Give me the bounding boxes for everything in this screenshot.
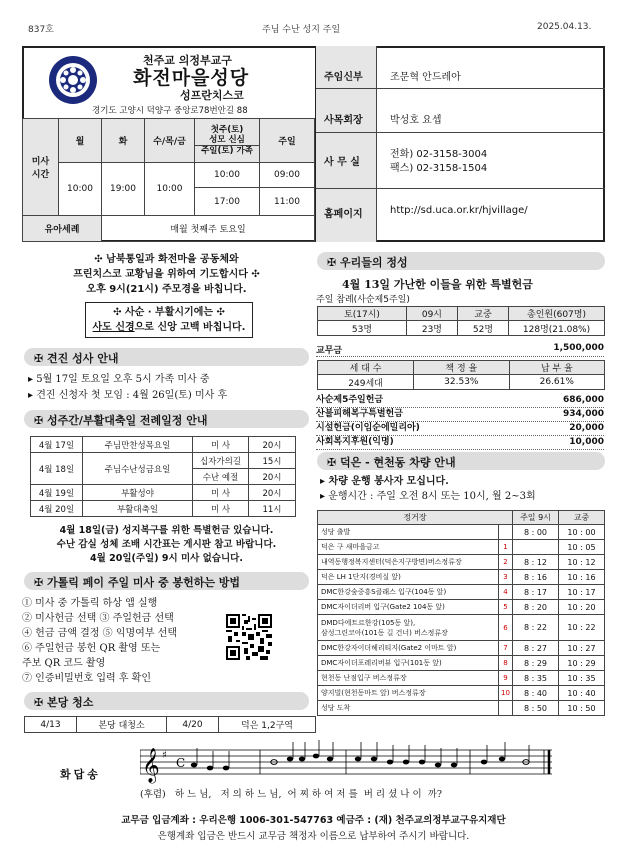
offering-subtitle: 4월 13일 가난한 이들을 위한 특별헌금	[342, 278, 533, 291]
pay-title: ✠ 가톨릭 페이 주일 미사 중 봉헌하는 방법	[24, 572, 309, 590]
music-staff	[140, 740, 552, 784]
gyomu-row: 교무금 1,500,000	[316, 343, 604, 356]
bus-row: 성당 출발 8 : 00 10 : 00	[318, 525, 605, 540]
mass-label: 미사 시간	[23, 119, 59, 216]
bus-info: ▸ 차량 운행 봉사자 모십니다. ▸ 운행시간 : 주일 오전 8시 또는 10시, 월 2~3회	[320, 476, 536, 502]
prayer-notice: ✣ 남북통일과 화전마을 공동체와 프린치스코 교황님을 위하여 기도합시다 ✣ 오후 9시(21시) 주모경을 바칩니다.	[73, 254, 260, 295]
footer-account: 교무금 입금계좌 : 우리은행 1006-301-547763 예금주 : (재) 천주교의정부교구유지재단	[121, 815, 506, 826]
parish-logo-icon	[48, 55, 98, 105]
song-lyrics: (후렴) 하 느 님, 저 의 하 느 님, 어 찌 하 여 저 를 버 리 셨 나 이 까?	[140, 789, 442, 800]
bus-row: 덕은 구 새마을금고 1 10 : 05	[318, 540, 605, 555]
homepage-link[interactable]: http://sd.uca.or.kr/hjvillage/	[390, 205, 528, 216]
council-name: 박성호 요셉	[390, 115, 442, 126]
svg-text:♯: ♯	[162, 750, 167, 761]
holy-week-table: 4월 17일 주님만찬성목요일 미 사 20시 4월 18일 주님수난성금요일 십자가의길 15시 수난 예절 20시 4월 19일 부활성야 미 사 20시 4월 20일 부활대축일 미 사 11시	[30, 436, 296, 517]
bus-row: DMC한강숲중흥S클래스 입구(104동 앞) 4 8 : 17 10 : 17	[318, 585, 605, 600]
pay-steps: ① 미사 중 가톨릭 하상 앱 실행 ② 미사헌금 선택 ③ 주일헌금 선택 ④ 헌금 금액 결정 ⑤ 익명여부 선택 ⑥ 주일헌금 봉헌 QR 촬영 또는 주보 QR 코드 촬영 ⑦ 인증비밀번호 입력 후 확인	[22, 598, 177, 684]
office-fax: 팩스) 02-3158-1504	[390, 163, 488, 174]
bus-row: 현천동 난점입구 버스정류장 9 8 : 35 10 : 35	[318, 671, 605, 686]
bus-title: ✠ 덕은 - 현천동 차량 안내	[317, 452, 605, 470]
parish-name: 화전마을성당	[133, 67, 250, 89]
gyomu-table: 세 대 수 책 정 율 납 부 율 249세대 32.53% 26.61%	[317, 360, 605, 390]
footer-note: 은행계좌 입금은 반드시 교무금 책정자 이름으로 납부하여 주시기 바랍니다.	[157, 831, 470, 842]
offering-title: ✠ 우리들의 정성	[317, 252, 605, 270]
cleaning-title: ✠ 본당 청소	[24, 692, 309, 710]
confirmation-list: ▸ 5월 17일 토요일 오후 5시 가족 미사 중 ▸ 견진 신청자 첫 모임 : 4월 26일(토) 미사 후	[28, 374, 228, 401]
bus-row: DMC자이더리버 입구(Gate2 104동 앞) 5 8 : 20 10 : 20	[318, 600, 605, 615]
parish-patron: 성프란치스코	[180, 89, 244, 102]
svg-text:C: C	[176, 756, 186, 770]
bus-row: 성당 도착 8 : 50 10 : 50	[318, 701, 605, 716]
qr-code-icon[interactable]	[226, 614, 272, 660]
song-label: 화답송	[60, 768, 101, 781]
bus-row: 양지빌(현천동마트 앞) 버스정류장 10 8 : 40 10 : 40	[318, 686, 605, 701]
mass-schedule-table: 미사 시간 월 화 수/목/금 첫주(토) 성모 신심 주일(토) 가족 주일 10:00 19:00 10:00 10:00 09:00 17:00 11:00 유아세례 매월 첫째주 토요일	[22, 118, 315, 242]
bulletin-title: 주님 수난 성지 주일	[262, 25, 341, 35]
diocese-name: 천주교 의정부교구	[143, 54, 232, 67]
parish-address: 경기도 고양시 덕양구 중앙로78번안길 88	[92, 106, 248, 116]
bus-table: 정거장 주일 9시 교중 성당 출발 8 : 00 10 : 00 덕은 구 새마을금고 1 10 : 05 내역동행정복지센터(덕은지구방면)버스정류장 2 8 : 12 10 : 12 덕은 LH 1단지(경비실 앞) 3 8 : 16 10 : 16 DMC한강숲중흥S클래스 입구(104동 앞) 4 8 : 17 10 : 17 DMC자이더리버 입구(Gate2 104동 앞) 5 8 : 20 10 : 20 DMD다에트르한강(105동 앞), 삼성그린코아(101동 길 건너) 버스정류장 6 8 : 22 10 : 22 DMC한강자이더헤리티지(Gate2 이마트 앞) 7 8 : 27 10 : 27 DMC자이더포레리버뷰 입구(101동 앞) 8 8 : 29 10 : 29 현천동 난점입구 버스정류장 9 8 : 35 10 : 35 양지빌(현천동마트 앞) 버스정류장 10 8 : 40 10 : 40 성당 도착 8 : 50 10 : 50	[317, 510, 605, 716]
attendance-table: 토(17시) 09시 교중 총인원(607명) 53명 23명 52명 128명(21.08%)	[317, 306, 605, 336]
bus-row: 내역동행정복지센터(덕은지구방면)버스정류장 2 8 : 12 10 : 12	[318, 555, 605, 570]
confirmation-title: ✠ 견진 성사 안내	[24, 348, 309, 366]
offering-items: 사순제5주일헌금 686,000 산불피해복구특별헌금 934,000 시설헌금(이임순에밀리아) 20,000 사회복지후원(익명) 10,000	[316, 394, 604, 450]
pastor-name: 조문혁 안드레아	[390, 72, 461, 83]
cleaning-table: 4/13 본당 대청소 4/20 덕은 1,2구역	[24, 716, 316, 733]
svg-text:𝄞: 𝄞	[142, 748, 160, 783]
bus-row: DMD다에트르한강(105동 앞), 삼성그린코아(101동 길 건너) 버스정류장 6 8 : 22 10 : 22	[318, 615, 605, 641]
attendance-label: 주일 참례(사순제5주일)	[316, 295, 410, 305]
issue-number: 837호	[28, 25, 54, 35]
holy-week-title: ✠ 성주간/부활대축일 전례일정 안내	[24, 410, 309, 428]
bulletin-date: 2025.04.13.	[537, 22, 592, 32]
creed-notice-box: ✣ 사순 · 부활시기에는 ✣ 사도 신경으로 신앙 고백 바칩니다.	[85, 302, 253, 338]
office-phone: 전화) 02-3158-3004	[390, 149, 488, 160]
contact-box: 주임신부 조문혁 안드레아 사목회장 박성호 요셉 사 무 실 전화) 02-3158-3004 팩스) 02-3158-1504 홈페이지 http://sd.uca.or.kr/hjvillage/	[316, 46, 605, 242]
bus-row: 덕은 LH 1단지(경비실 앞) 3 8 : 16 10 : 16	[318, 570, 605, 585]
bus-row: DMC한강자이더헤리티지(Gate2 이마트 앞) 7 8 : 27 10 : 27	[318, 641, 605, 656]
bus-row: DMC자이더포레리버뷰 입구(101동 앞) 8 8 : 29 10 : 29	[318, 656, 605, 671]
holy-week-notes: 4월 18일(금) 성지복구를 위한 특별헌금 있습니다. 수난 감실 성체 조배 시간표는 게시판 참고 바랍니다. 4월 20일(주일) 9시 미사 없습니다.	[56, 525, 277, 564]
